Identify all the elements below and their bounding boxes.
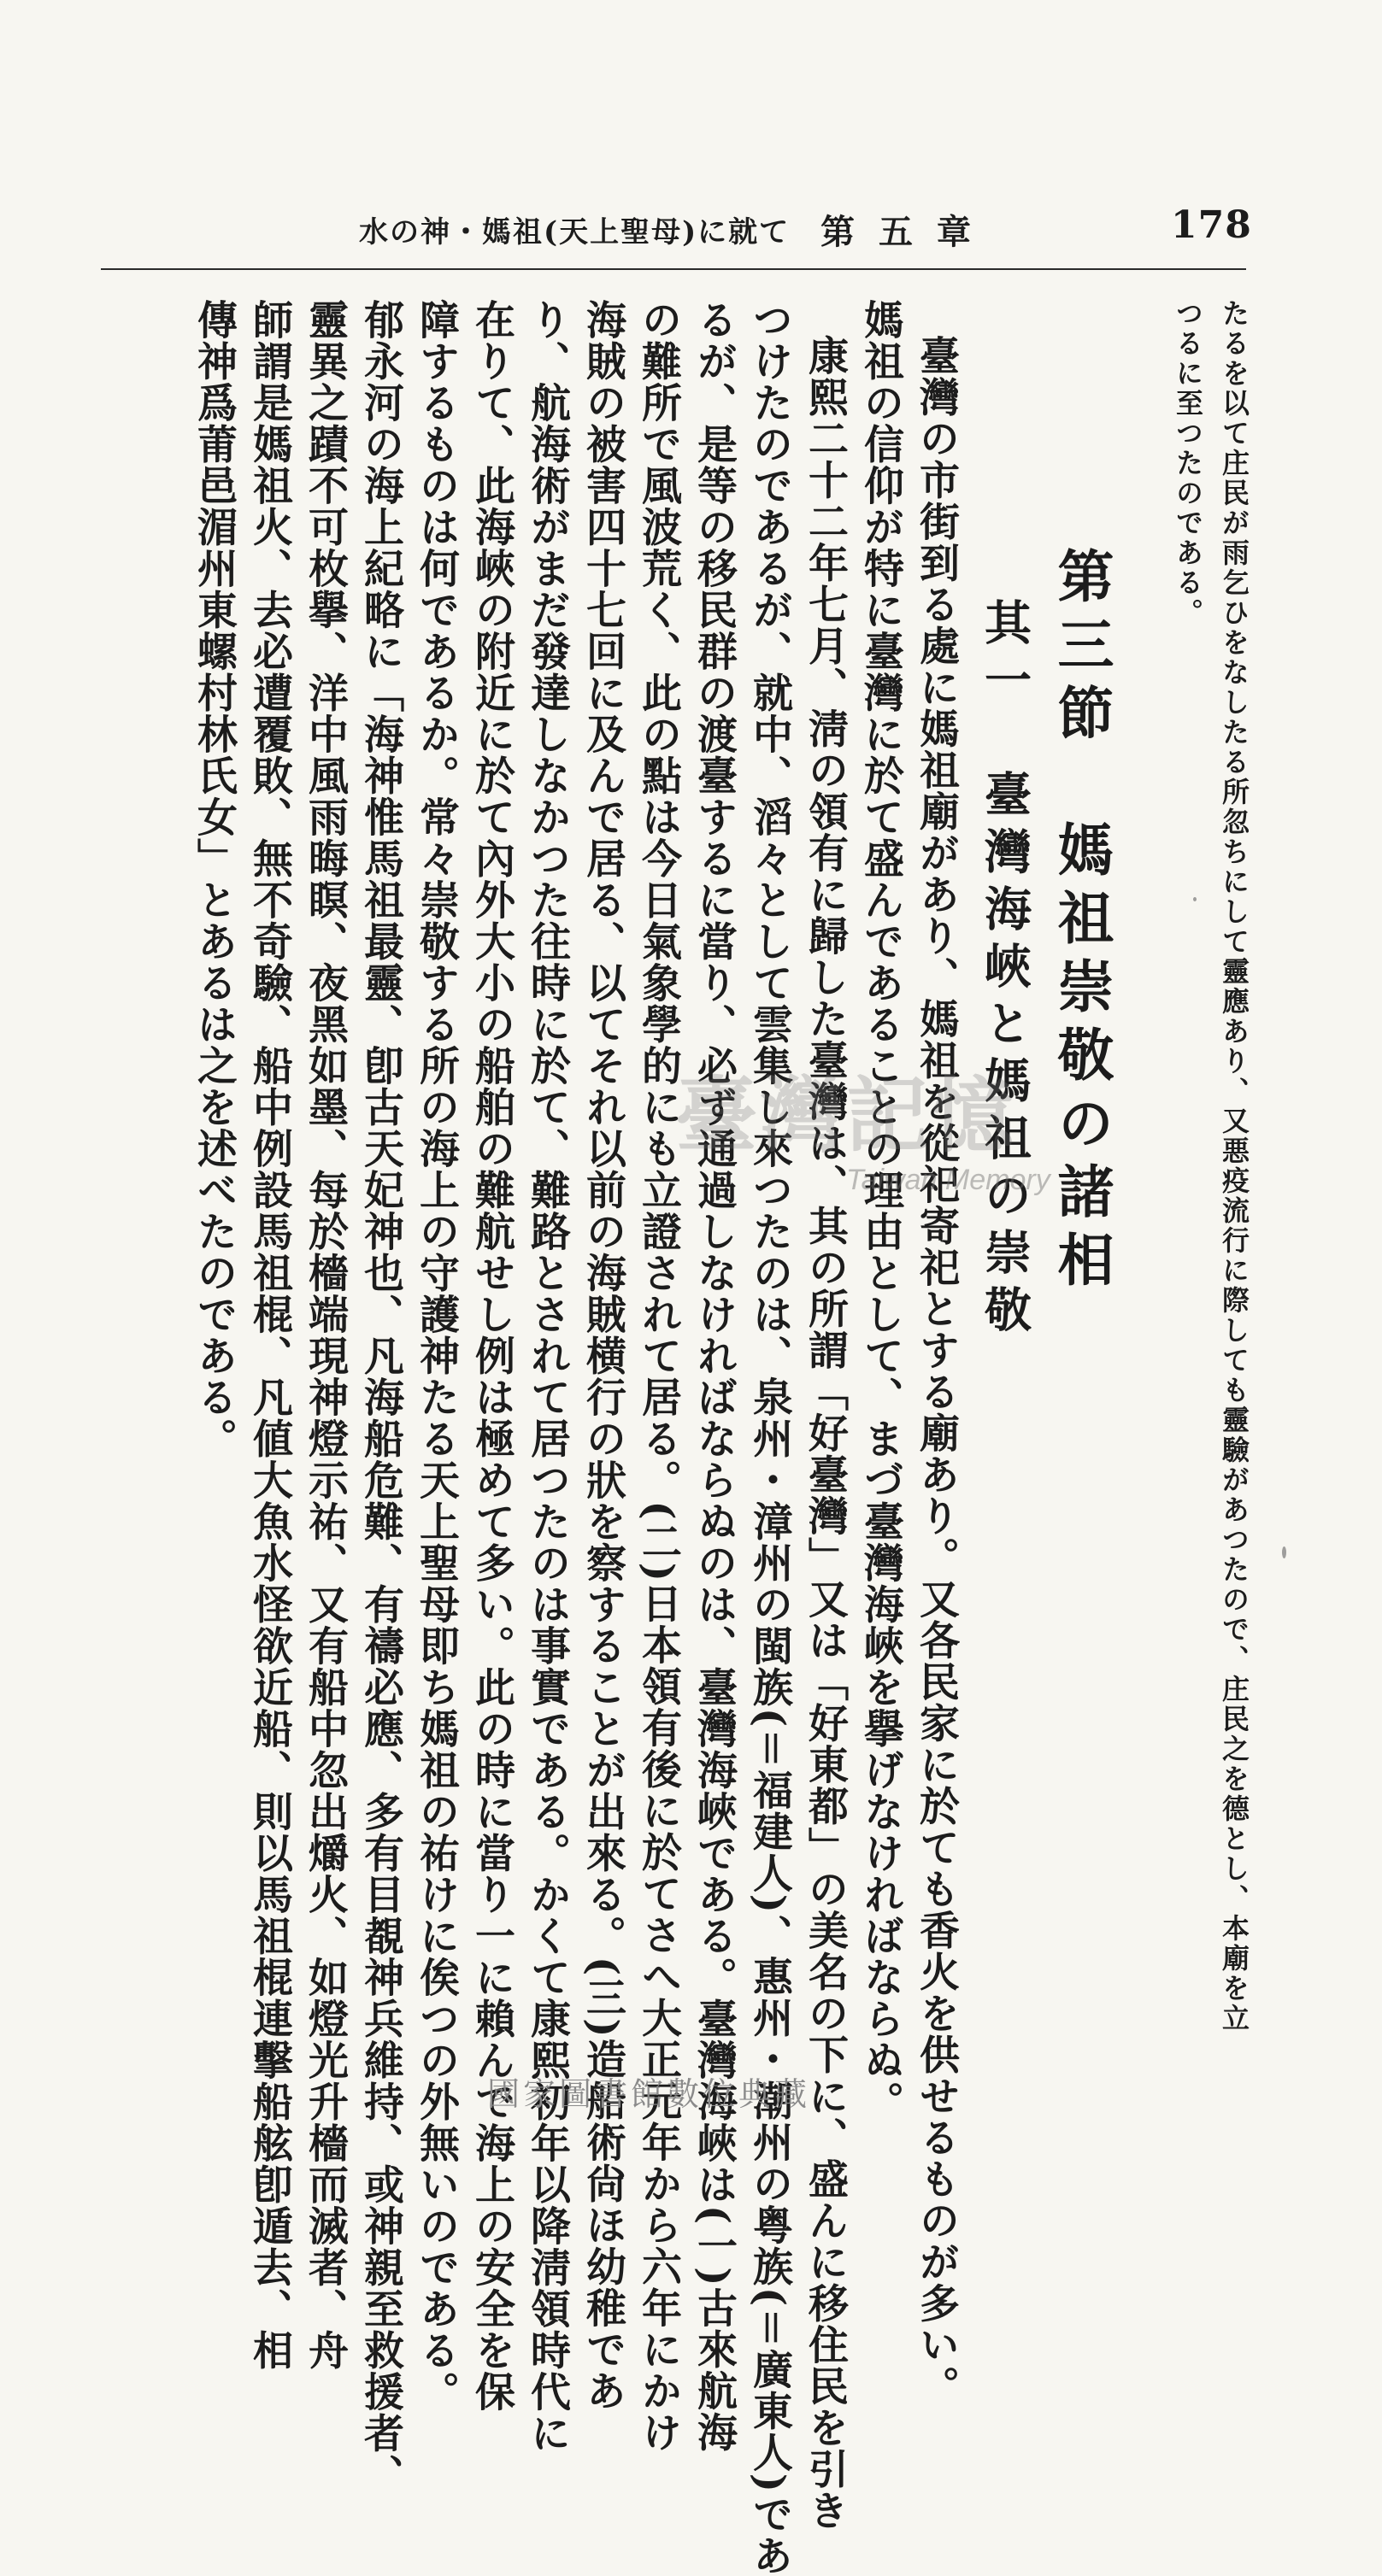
text-column-8: つけたのであるが、就中、滔々として雲集し來つたのは、泉州・漳州の閩族(＝福建人)、惠州・潮州の粤族(＝廣東人)であ (746, 299, 793, 2576)
text-column-16: 靈異之蹟不可枚擧、洋中風雨晦瞑、夜黑如墨、每於檣端現神燈示祐、又有船中忽出爝火、如燈光升檣而滅者、舟 (302, 299, 349, 2371)
text-column-17: 師謂是媽祖火、去必遭覆敗、無不奇驗、船中例設馬祖棍、凡値大魚水怪欲近船、則以馬祖棍連擊船舷卽遁去、相 (246, 299, 293, 2371)
text-column-18: 傳神爲莆邑湄州東螺村林氏女」とあるは之を述べたのである。 (191, 299, 238, 1459)
text-column-2: つるに至つたのである。 (1172, 299, 1204, 628)
text-column-5: 臺灣の市街到る處に媽祖廟があり、媽祖を從祀寄祀とする廟あり。又各民家に於ても香火を供せるものが多い。 (913, 335, 960, 2407)
watermark-subtitle: Taiwan Memory (846, 1164, 1050, 1196)
section-heading: 第三節 媽祖崇敬の諸相 (1048, 547, 1114, 1299)
text-column-1: たるを以て庄民が雨乞ひをなしたる所忽ちにして靈應あり、又悪疫流行に際しても靈驗があつたので、庄民之を德とし、本廟を立 (1218, 299, 1250, 2033)
scan-speck (1193, 897, 1197, 901)
watermark-logo: 臺灣記憶 (675, 1067, 1017, 1164)
text-column-10: の難所で風波荒く、此の點は今日氣象學的にも立證されて居る。(二)日本領有後に於てさへ大正元年から六年にかけ (635, 299, 682, 2453)
subsection-heading: 其一 臺灣海峽と媽祖の崇敬 (977, 598, 1032, 1342)
text-column-7: 康熙二十二年七月、淸の領有に歸した臺灣は、其の所謂「好臺灣」又は「好東都」の美名の下に、盛んに移住民を引き (802, 335, 849, 2532)
text-column-14: 障するものは何であるか。常々崇敬する所の海上の守護神たる天上聖母即ち媽祖の祐けに俟つの外無いのである。 (413, 299, 460, 2413)
text-column-13: 在りて、此海峽の附近に於て內外大小の船舶の難航せし例は極めて多い。此の時に當り一に賴んで海上の安全を保 (468, 299, 515, 2413)
chapter-label: 第五章 (820, 212, 995, 252)
footer-credit: 國家圖書館數位典藏 (487, 2075, 811, 2113)
text-column-15: 郁永河の海上紀略に「海神惟馬祖最靈、卽古天妃神也、凡海船危難、有禱必應、多有目覩神兵維持、或神親至救援者、 (357, 299, 404, 2496)
text-column-9: るが、是等の移民群の渡臺するに當り、必ず通過しなければならぬのは、臺灣海峽である。臺灣海峽は(一)古來航海 (691, 299, 738, 2453)
text-column-6: 媽祖の信仰が特に臺灣に於て盛んであることの理由として、まづ臺灣海峽を擧げなければならぬ。 (857, 299, 904, 2122)
scan-speck (1282, 1546, 1286, 1558)
header-rule (101, 268, 1246, 270)
page-number: 178 (1171, 203, 1252, 247)
running-title: 水の神・媽祖(天上聖母)に就て (359, 215, 791, 249)
text-column-12: り、航海術がまだ發達しなかつた往時に於て、難路とされて居つたのは事實である。かくて康熙初年以降淸領時代に (524, 299, 571, 2454)
text-column-11: 海賊の被害四十七回に及んで居る、以てそれ以前の海賊横行の狀を察することが出來る。(三)造船術尙ほ幼稚であ (579, 299, 626, 2412)
